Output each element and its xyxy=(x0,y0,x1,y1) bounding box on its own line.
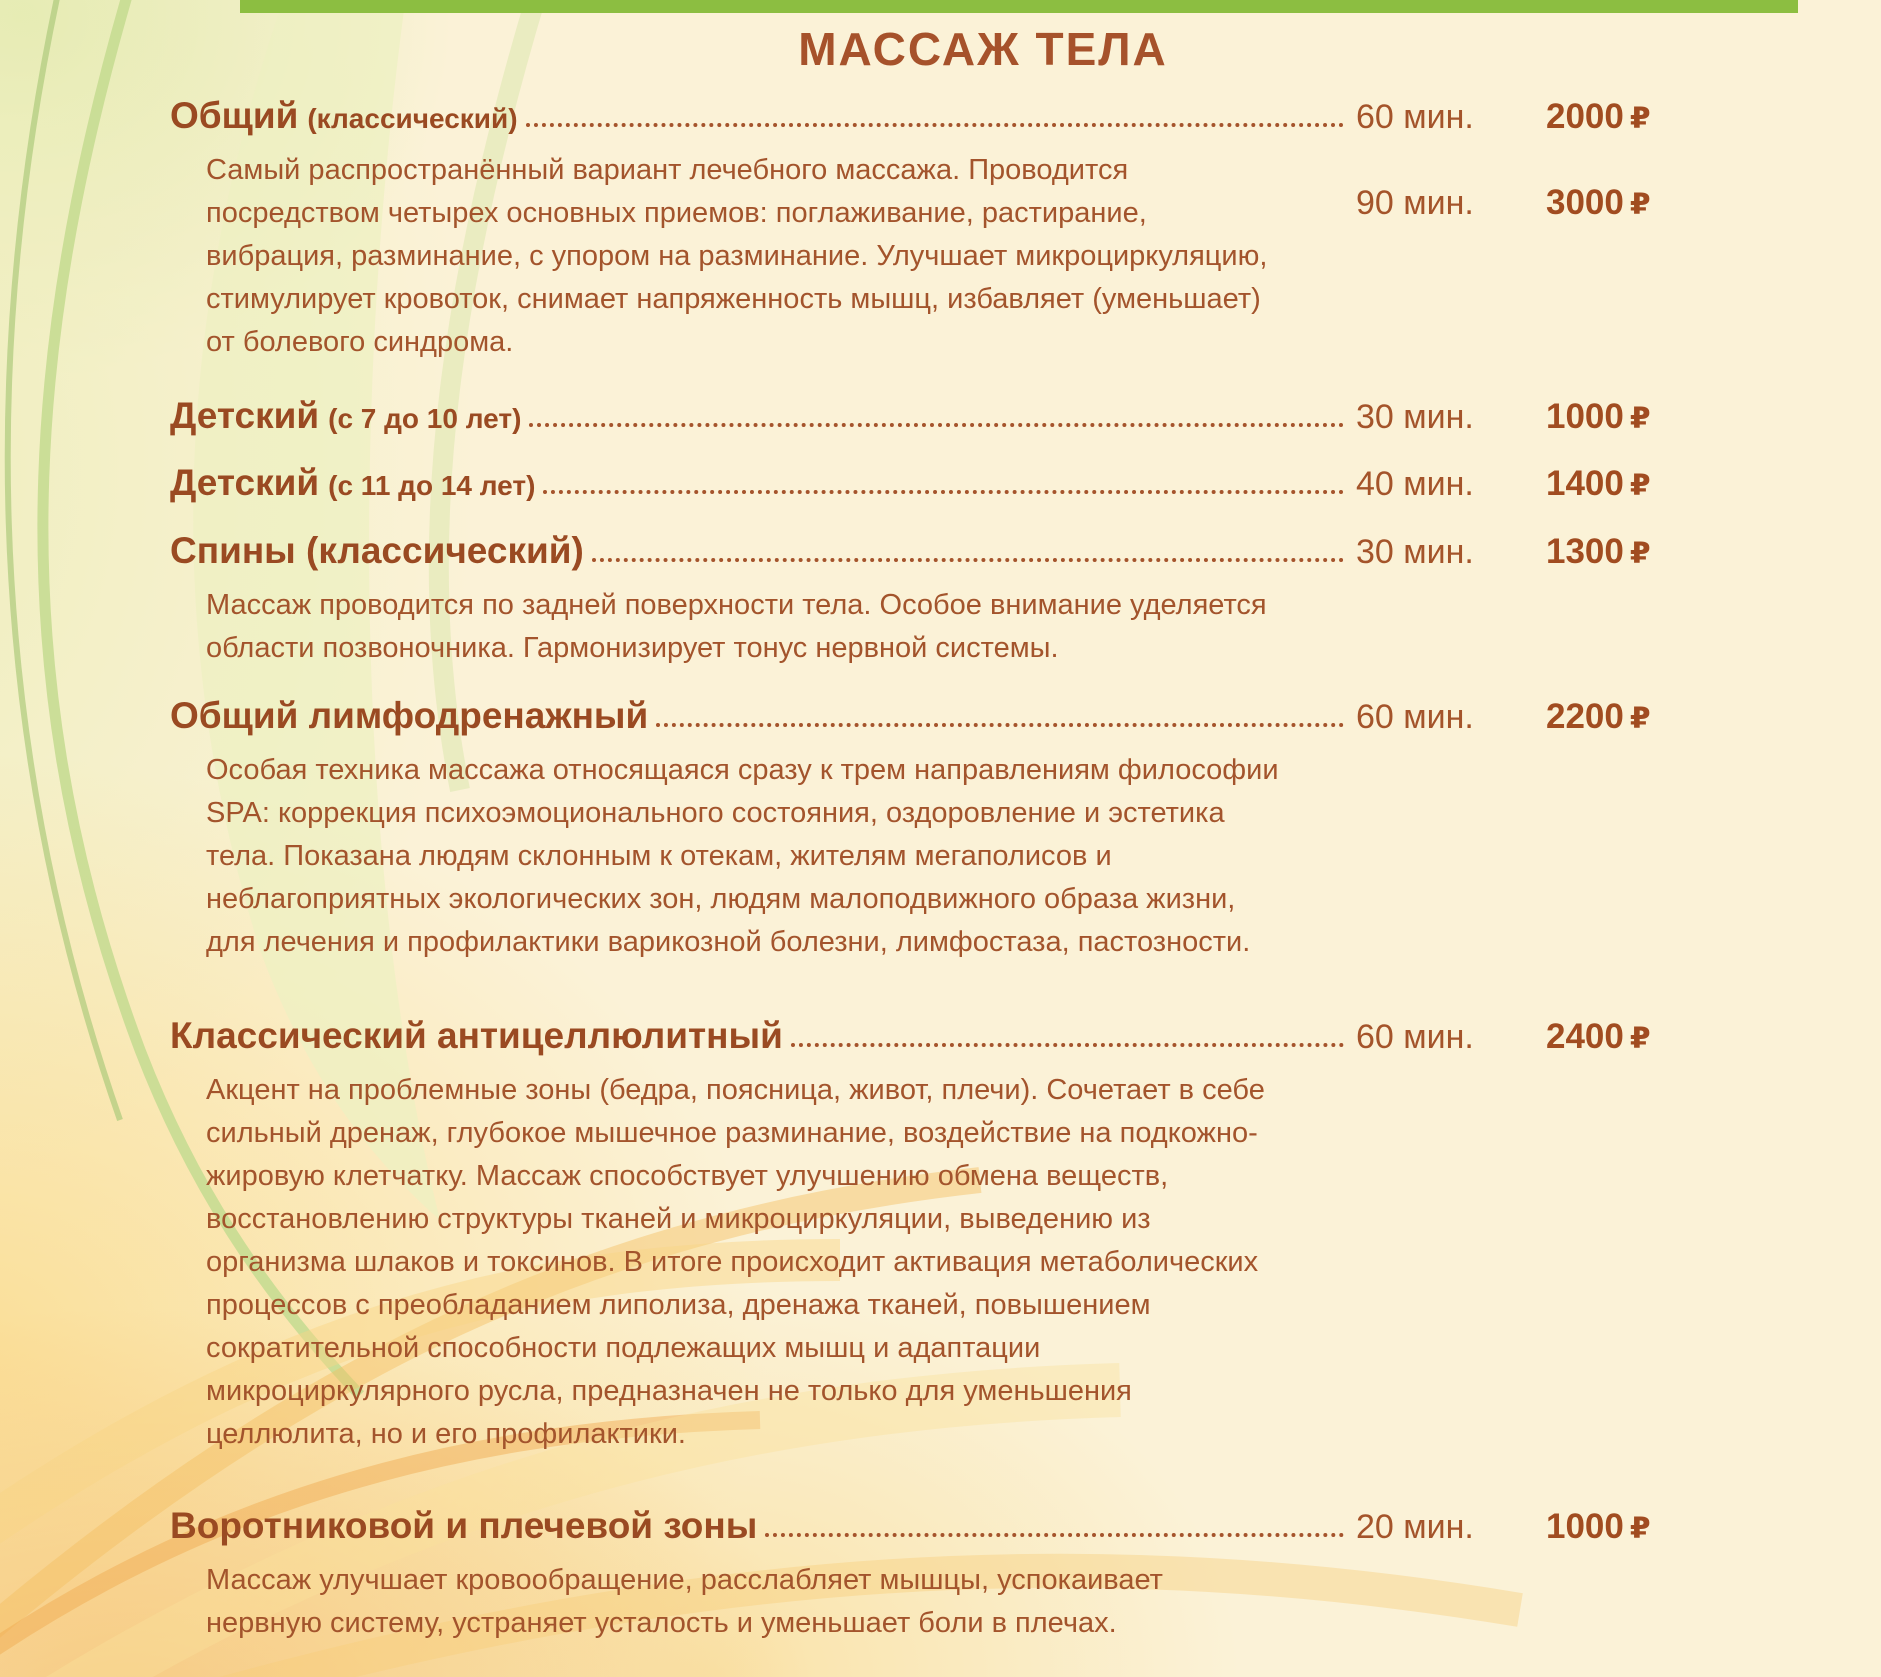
ruble-sign-icon: ₽ xyxy=(1629,701,1651,736)
item-price: 1000 ₽ xyxy=(1546,397,1651,436)
item-header-row xyxy=(170,395,1796,437)
item-note: (классический) xyxy=(307,103,518,134)
item-header-row xyxy=(170,1505,1796,1547)
extra-price-row xyxy=(1356,183,1796,223)
page-title: МАССАЖ ТЕЛА xyxy=(798,23,1168,75)
item-name: Общий лимфодренажный xyxy=(170,695,649,736)
menu-item xyxy=(170,95,1796,364)
item-duration: 30 мин. xyxy=(1356,398,1474,436)
item-price: 2400 ₽ xyxy=(1546,1017,1651,1056)
menu-item xyxy=(170,1015,1796,1456)
item-name: Спины (классический) xyxy=(170,530,584,571)
menu-item xyxy=(170,462,1796,504)
item-name: Детский (с 7 до 10 лет) xyxy=(170,395,522,436)
item-header-row xyxy=(170,1015,1796,1057)
item-duration: 60 мин. xyxy=(1356,98,1474,136)
item-price: 1400 ₽ xyxy=(1546,464,1651,503)
dotted-leader xyxy=(529,423,1344,427)
dotted-leader xyxy=(791,1043,1344,1047)
item-description: Самый распространённый вариант лечебного массажа. Проводится посредством четырех основных приемов: поглаживание, растирание, вибрация, разминание, с упором на разминание. Улучшает микроциркуляцию, стимулирует кровоток, снимает напряженность мышц, избавляет (уменьшает) от болевого синдрома. xyxy=(206,154,1268,358)
menu-item xyxy=(170,395,1796,437)
item-description: Массаж проводится по задней поверхности тела. Особое внимание уделяется области позвоночника. Гармонизирует тонус нервной системы. xyxy=(206,589,1267,664)
item-note: (с 7 до 10 лет) xyxy=(328,403,522,434)
price-list xyxy=(170,0,1796,1677)
item-price: 2200 ₽ xyxy=(1546,697,1651,736)
ruble-sign-icon: ₽ xyxy=(1629,101,1651,136)
dotted-leader xyxy=(543,490,1344,494)
ruble-sign-icon: ₽ xyxy=(1629,401,1651,436)
dotted-leader xyxy=(526,123,1344,127)
menu-item xyxy=(170,530,1796,670)
item-duration: 40 мин. xyxy=(1356,465,1474,503)
item-header-row xyxy=(170,530,1796,572)
extra-price-options xyxy=(1356,183,1796,223)
dotted-leader xyxy=(592,558,1344,562)
dotted-leader xyxy=(656,723,1344,727)
item-header-row xyxy=(170,462,1796,504)
ruble-sign-icon: ₽ xyxy=(1629,187,1651,222)
ruble-sign-icon: ₽ xyxy=(1629,1511,1651,1546)
item-header-row xyxy=(170,695,1796,737)
item-duration: 60 мин. xyxy=(1356,1018,1474,1056)
item-duration: 20 мин. xyxy=(1356,1508,1474,1546)
item-note: (с 11 до 14 лет) xyxy=(328,470,536,501)
item-price: 2000 ₽ xyxy=(1546,97,1651,136)
dotted-leader xyxy=(765,1533,1344,1537)
item-header-row xyxy=(170,95,1796,137)
item-price: 1300 ₽ xyxy=(1546,532,1651,571)
ruble-sign-icon: ₽ xyxy=(1629,468,1651,503)
menu-item xyxy=(170,695,1796,964)
ruble-sign-icon: ₽ xyxy=(1629,536,1651,571)
item-duration: 90 мин. xyxy=(1356,184,1474,222)
item-description: Акцент на проблемные зоны (бедра, поясница, живот, плечи). Сочетает в себе сильный дренаж, глубокое мышечное разминание, воздействие на подкожно-жировую клетчатку. Массаж способствует улучшению обмена веществ, восстановлению структуры тканей и микроциркуляции, выведению из организма шлаков и токсинов. В итоге происходит активация метаболических процессов с преобладанием липолиза, дренажа тканей, повышением сократительной способности подлежащих мышц и адаптации микроциркулярного русла, предназначен не только для уменьшения целлюлита, но и его профилактики. xyxy=(206,1074,1265,1450)
item-name: Воротниковой и плечевой зоны xyxy=(170,1505,758,1546)
item-description: Массаж улучшает кровообращение, расслабляет мышцы, успокаивает нервную систему, устраняет усталость и уменьшает боли в плечах. xyxy=(206,1564,1163,1639)
menu-item xyxy=(170,1505,1796,1645)
item-name: Детский (с 11 до 14 лет) xyxy=(170,462,536,503)
ruble-sign-icon: ₽ xyxy=(1629,1021,1651,1056)
item-description: Особая техника массажа относящаяся сразу к трем направлениям философии SPA: коррекция психоэмоционального состояния, оздоровление и эстетика тела. Показана людям склонным к отекам, жителям мегаполисов и неблагоприятных экологических зон, людям малоподвижного образа жизни, для лечения и профилактики варикозной болезни, лимфостаза, пастозности. xyxy=(206,754,1279,958)
item-price: 1000 ₽ xyxy=(1546,1507,1651,1546)
item-price: 3000 ₽ xyxy=(1546,183,1651,222)
item-name: Общий (классический) xyxy=(170,95,518,136)
item-name: Классический антицеллюлитный xyxy=(170,1015,783,1056)
item-duration: 60 мин. xyxy=(1356,698,1474,736)
item-duration: 30 мин. xyxy=(1356,533,1474,571)
